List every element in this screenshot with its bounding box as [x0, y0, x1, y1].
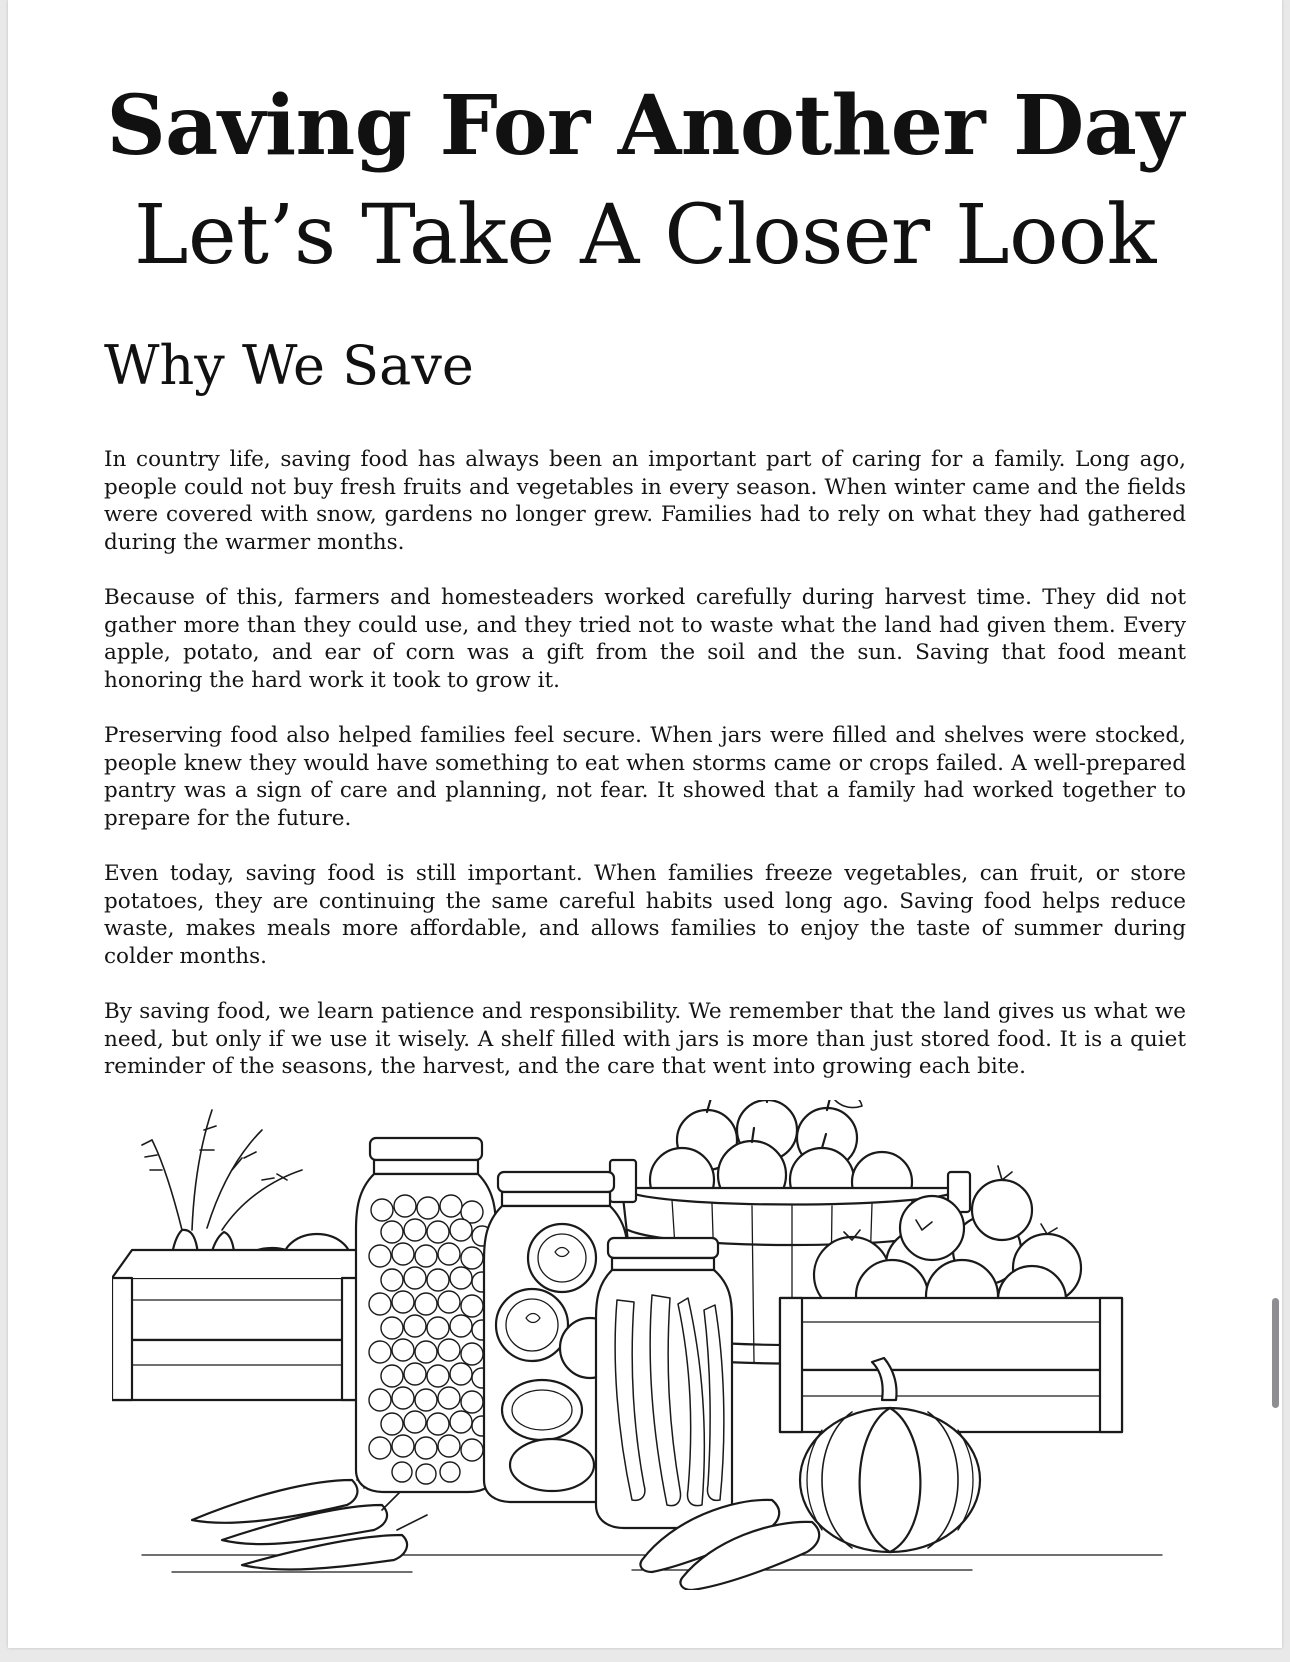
- title-line-1: Saving For Another Day: [106, 78, 1184, 174]
- title-line-2: Let’s Take A Closer Look: [133, 188, 1156, 283]
- scrollbar-thumb[interactable]: [1272, 1298, 1279, 1408]
- paragraph-2: Because of this, farmers and homesteaders worked carefully during harvest time. They did not gather more than they could use, and they tried not to waste what the land had given them. Every apple, potato, and ear of corn was a gift from the soil and the sun. Saving that food meant honoring the hard work it took to grow it.: [104, 585, 1186, 693]
- preserved-harvest-illustration: [112, 1100, 1192, 1590]
- paragraph-3: Preserving food also helped families feel secure. When jars were filled and shelves were stocked, people knew they would have something to eat when storms came or crops failed. A well-prepared pantry was a sign of care and planning, not fear. It showed that a family had worked together to prepare for the future.: [104, 723, 1186, 831]
- paragraph-4: Even today, saving food is still important. When families freeze vegetables, can fruit, or store potatoes, they are continuing the same careful habits used long ago. Saving food helps reduce waste, makes meals more affordable, and allows families to enjoy the taste of summer during colder months.: [104, 861, 1186, 969]
- vegetable-crate: [112, 1110, 382, 1400]
- jar-of-peas: [356, 1138, 496, 1492]
- section-heading: Why We Save: [104, 334, 474, 397]
- paragraph-1: In country life, saving food has always been an important part of caring for a family. Long ago, people could not buy fresh fruits and vegetables in every season. When winter came and the fields were covered with snow, gardens no longer grew. Families had to rely on what they had gathered during the warmer months.: [104, 447, 1186, 555]
- jar-of-pickles: [596, 1238, 732, 1528]
- paragraph-5: By saving food, we learn patience and responsibility. We remember that the land gives us what we need, but only if we use it wisely. A shelf filled with jars is more than just stored food. It is a quiet reminder of the seasons, the harvest, and the care that went into growing each bite.: [104, 999, 1186, 1079]
- carrot-greens: [142, 1110, 302, 1230]
- body-text: [104, 446, 1186, 1109]
